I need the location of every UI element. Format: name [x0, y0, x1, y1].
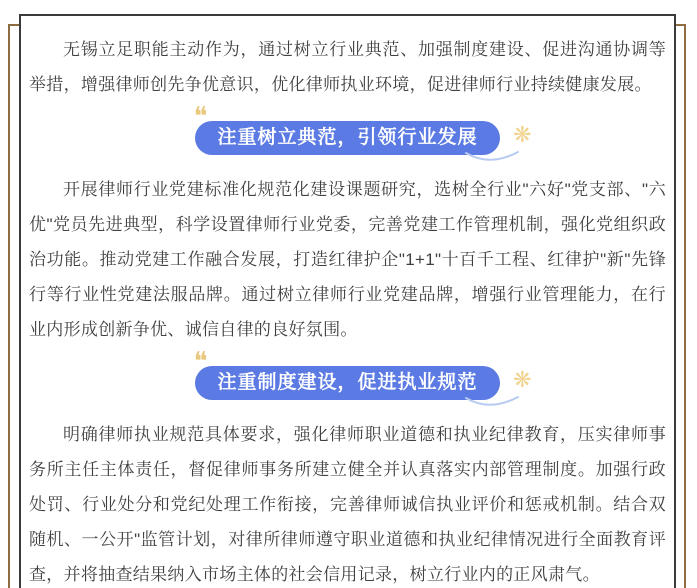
quote-icon: ❝ — [193, 102, 208, 132]
intro-paragraph: 无锡立足职能主动作为，通过树立行业典范、加强制度建设、促进沟通协调等举措，增强律师创先争优意识，优化律师执业环境，促进律师行业持续健康发展。 — [29, 40, 666, 94]
flower-icon: ❋ — [513, 123, 532, 148]
quote-icon: ❝ — [193, 347, 208, 377]
arc-decoration-icon — [464, 395, 520, 413]
section-banner-1 — [29, 102, 666, 155]
section-title-pill: 注重树立典范，引领行业发展 — [195, 121, 499, 155]
section-banner-2 — [29, 347, 666, 400]
article-card — [19, 14, 676, 588]
banner-wrap — [193, 102, 532, 155]
section-title-pill: 注重制度建设，促进执业规范 — [195, 366, 499, 400]
flower-icon: ❋ — [513, 368, 532, 393]
section-paragraph-2: 明确律师执业规范具体要求，强化律师职业道德和执业纪律教育，压实律师事务所主任主体责任，督促律师事务所建立健全并认真落实内部管理制度。加强行政处罚、行业处分和党纪处理工作衔接，完善律师诚信执业评价和惩戒机制。结合双随机、一公开"监管计划，对律所律师遵守职业道德和执业纪律情况进行全面教育评查，并将抽查结果纳入市场主体的社会信用记录，树立行业内的正风肃气。 — [29, 425, 666, 584]
banner-wrap — [193, 347, 532, 400]
section-paragraph-1: 开展律师行业党建标准化规范化建设课题研究，选树全行业"六好"党支部、"六优"党员先进典型，科学设置律师行业党委，完善党建工作管理机制，强化党组织政治功能。推动党建工作融合发展，打造红律护企"1+1"十百千工程、红律护"新"先锋行等行业性党建法服品牌。通过树立律师行业党建品牌，增强行业管理能力，在行业内形成创新争优、诚信自律的良好氛围。 — [29, 180, 666, 339]
arc-decoration-icon — [464, 150, 520, 168]
